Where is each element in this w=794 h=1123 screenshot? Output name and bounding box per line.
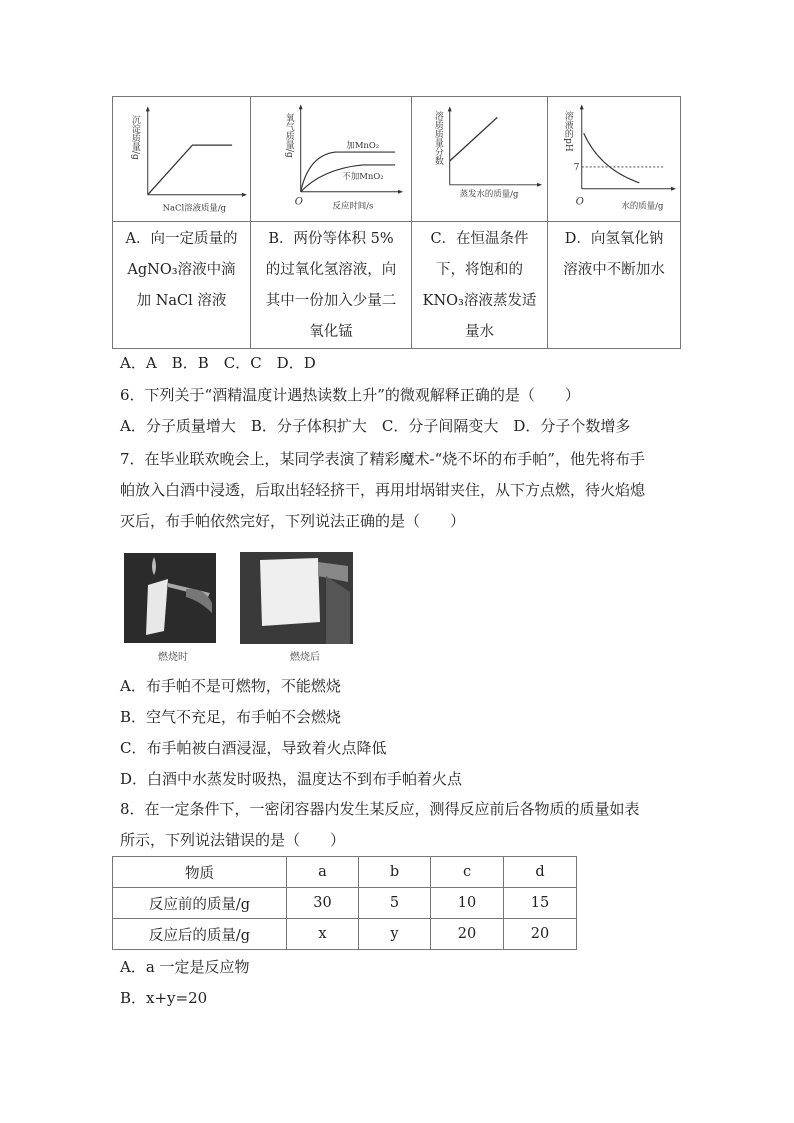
option-a-line: AgNO₃溶液中滴 bbox=[127, 262, 236, 278]
graph-b-curve1-label: 加MnO₂ bbox=[346, 140, 380, 151]
q6-stem: 6．下列关于“酒精温度计遇热读数上升”的微观解释正确的是（ ） bbox=[120, 386, 580, 404]
option-c-line: KNO₃溶液蒸发适 bbox=[422, 293, 537, 309]
graph-a-cell bbox=[113, 97, 251, 222]
table-cell: x bbox=[287, 919, 359, 950]
table-cell: y bbox=[359, 919, 431, 950]
option-a-line: A．向一定质量的 bbox=[125, 231, 238, 247]
option-c-line: C．在恒温条件 bbox=[430, 231, 529, 247]
graph-b-origin: O bbox=[294, 196, 303, 208]
q8-option-a: A．a 一定是反应物 bbox=[120, 958, 250, 976]
table-row bbox=[113, 919, 577, 950]
q8-stem-line: 所示，下列说法错误的是（ ） bbox=[120, 831, 346, 849]
table-header-row bbox=[113, 857, 577, 888]
graph-d-tick-7: 7 bbox=[573, 162, 580, 173]
q7-option-a: A．布手帕不是可燃物，不能燃烧 bbox=[120, 677, 341, 695]
table-cell: 反应前的质量/g bbox=[113, 888, 287, 919]
graph-a-ylabel: 沉淀质量/g bbox=[129, 115, 140, 160]
graph-c bbox=[412, 97, 547, 221]
graph-options-table bbox=[112, 96, 681, 349]
graph-d bbox=[548, 97, 680, 221]
table-cell: 20 bbox=[431, 919, 504, 950]
option-b-line: 氧化锰 bbox=[309, 324, 353, 340]
graph-a bbox=[113, 97, 250, 221]
table-header-cell: a bbox=[287, 857, 359, 888]
table-row bbox=[113, 888, 577, 919]
option-d-line: 溶液中不断加水 bbox=[563, 262, 665, 278]
graph-d-origin: O bbox=[575, 196, 584, 208]
option-c-line: 下，将饱和的 bbox=[436, 262, 523, 278]
graph-c-xlabel: 蒸发水的质量/g bbox=[459, 188, 519, 199]
q7-option-c: C．布手帕被白酒浸湿，导致着火点降低 bbox=[120, 739, 387, 757]
photo2-caption: 燃烧后 bbox=[290, 652, 320, 663]
graph-d-cell bbox=[548, 97, 681, 222]
q7-option-d: D．白酒中水蒸发时吸热，温度达不到布手帕着火点 bbox=[120, 770, 463, 788]
option-b-description bbox=[251, 222, 412, 349]
q6-options: A．分子质量增大 B．分子体积扩大 C．分子间隔变大 D．分子个数增多 bbox=[120, 417, 631, 435]
graph-b-ylabel: 氧气质量/g bbox=[283, 113, 294, 158]
after-burning-photo bbox=[240, 552, 353, 644]
q7-stem-line: 7．在毕业联欢晚会上，某同学表演了精彩魔术-“烧不坏的布手帕”，他先将布手 bbox=[120, 450, 645, 468]
option-a-description bbox=[113, 222, 251, 349]
table-header-cell: c bbox=[431, 857, 504, 888]
table-cell: 20 bbox=[504, 919, 577, 950]
graph-b-xlabel: 反应时间/s bbox=[332, 200, 374, 211]
option-b-line: 的过氧化氢溶液，向 bbox=[265, 262, 397, 278]
burning-photo bbox=[124, 553, 216, 643]
graph-d-ylabel: 溶液的pH bbox=[562, 111, 573, 152]
table-cell: 10 bbox=[431, 888, 504, 919]
option-b-line: B．两份等体积 5% bbox=[268, 231, 394, 247]
table-cell: 15 bbox=[504, 888, 577, 919]
mass-table bbox=[112, 856, 577, 950]
option-c-description bbox=[412, 222, 548, 349]
graph-c-cell bbox=[412, 97, 548, 222]
q7-option-b: B．空气不充足，布手帕不会燃烧 bbox=[120, 708, 342, 726]
q7-stem-line: 灭后，布手帕依然完好，下列说法正确的是（ ） bbox=[120, 512, 466, 530]
graph-b-cell bbox=[251, 97, 412, 222]
q7-stem-line: 帕放入白酒中浸透，后取出轻轻挤干，再用坩埚钳夹住，从下方点燃，待火焰熄 bbox=[120, 481, 646, 499]
table-cell: 30 bbox=[287, 888, 359, 919]
table-cell: 反应后的质量/g bbox=[113, 919, 287, 950]
q7-stem bbox=[120, 444, 680, 537]
q8-option-b: B．x+y=20 bbox=[120, 989, 208, 1007]
q8-stem bbox=[120, 794, 680, 856]
graph-d-xlabel: 水的质量/g bbox=[621, 200, 664, 211]
table-header-cell: 物质 bbox=[113, 857, 287, 888]
q8-stem-line: 8．在一定条件下，一密闭容器内发生某反应，测得反应前后各物质的质量如表 bbox=[120, 800, 640, 818]
graph-c-ylabel: 溶质质量分数 bbox=[432, 111, 443, 165]
graph-a-xlabel: NaCl溶液质量/g bbox=[162, 202, 227, 213]
option-a-line: 加 NaCl 溶液 bbox=[136, 293, 227, 309]
graph-b-curve2-label: 不加MnO₂ bbox=[342, 170, 384, 181]
table-cell: 5 bbox=[359, 888, 431, 919]
option-c-line: 量水 bbox=[465, 324, 494, 340]
table-header-cell: b bbox=[359, 857, 431, 888]
option-d-description bbox=[548, 222, 681, 349]
q5-options: A．A B．B C．C D．D bbox=[120, 354, 316, 372]
photo1-caption: 燃烧时 bbox=[158, 652, 188, 663]
graph-b bbox=[251, 97, 411, 221]
option-b-line: 其中一份加入少量二 bbox=[265, 293, 397, 309]
option-d-line: D．向氢氧化钠 bbox=[564, 231, 664, 247]
table-header-cell: d bbox=[504, 857, 577, 888]
